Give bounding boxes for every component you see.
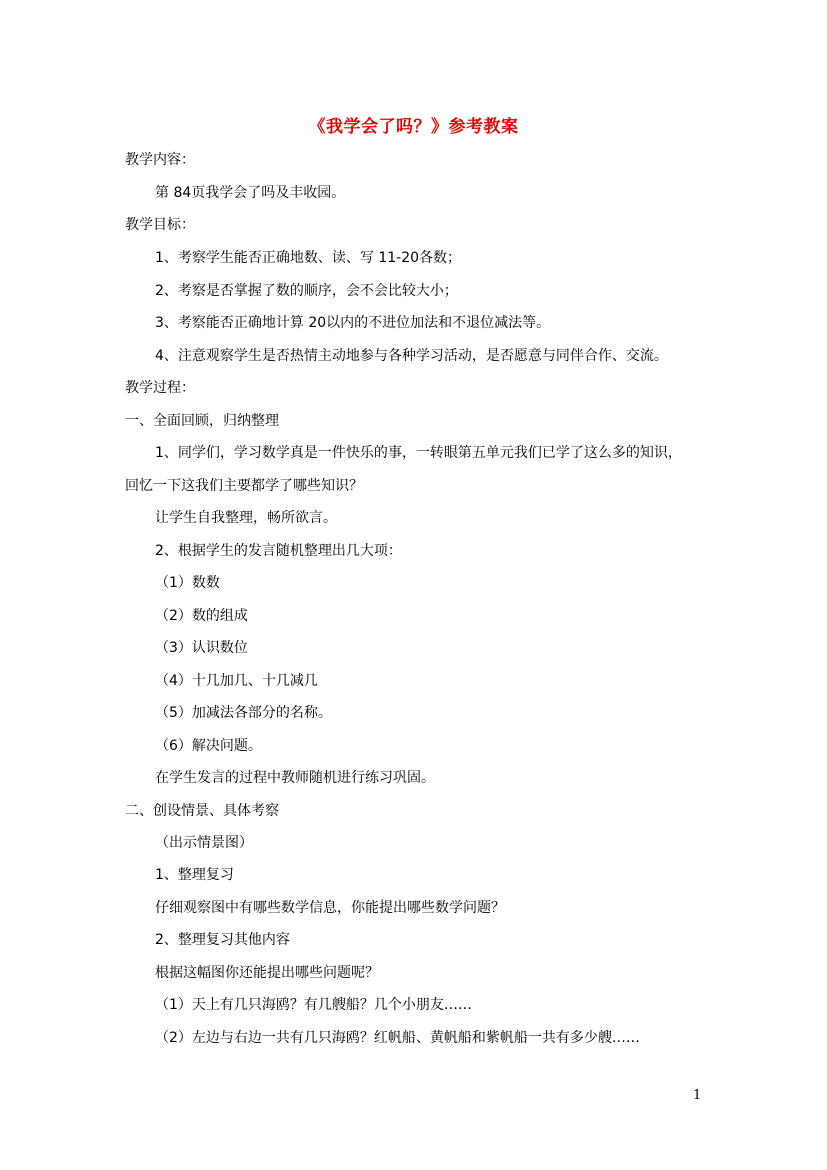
page-number: 1 xyxy=(693,1088,702,1103)
list-item: （6）解决问题。 xyxy=(155,738,262,754)
list-item: （1）数数 xyxy=(155,575,220,591)
goal-item: 2、考察是否掌握了数的顺序，会不会比较大小； xyxy=(155,283,458,299)
paragraph-line: 根据这幅图你还能提出哪些问题呢？ xyxy=(155,965,379,981)
goal-item: 3、考察能否正确地计算 20以内的不进位加法和不退位减法等。 xyxy=(155,315,551,331)
list-item: （1）天上有几只海鸥？有几艘船？几个小朋友…… xyxy=(155,997,472,1013)
paragraph-line: 第 84页我学会了吗及丰收园。 xyxy=(155,185,346,201)
document-title: 《我学会了吗？》参考教案 xyxy=(308,117,519,137)
section-heading-goals: 教学目标： xyxy=(125,217,195,233)
paragraph-line: 1、同学们，学习数学真是一件快乐的事，一转眼第五单元我们已学了这么多的知识， xyxy=(155,445,682,461)
paragraph-line: 在学生发言的过程中教师随机进行练习巩固。 xyxy=(155,770,435,786)
paragraph-line: （出示情景图） xyxy=(155,835,253,851)
section-heading-content: 教学内容： xyxy=(125,152,195,168)
list-item: （3）认识数位 xyxy=(155,640,248,656)
paragraph-line: 仔细观察图中有哪些数学信息，你能提出哪些数学问题？ xyxy=(155,900,505,916)
section-heading-process: 教学过程： xyxy=(125,380,195,396)
list-item: （2）左边与右边一共有几只海鸥？红帆船、黄帆船和紫帆船一共有多少艘…… xyxy=(155,1030,640,1046)
paragraph-line: 回忆一下这我们主要都学了哪些知识？ xyxy=(125,478,363,494)
goal-item: 4、注意观察学生是否热情主动地参与各种学习活动，是否愿意与同伴合作、交流。 xyxy=(155,348,668,364)
paragraph-line: 2、根据学生的发言随机整理出几大项： xyxy=(155,543,402,559)
list-item: （4）十几加几、十几减几 xyxy=(155,673,318,689)
paragraph-line: 让学生自我整理，畅所欲言。 xyxy=(155,510,337,526)
paragraph-line: 2、整理复习其他内容 xyxy=(155,932,290,948)
list-item: （2）数的组成 xyxy=(155,608,248,624)
subsection-heading: 二、创设情景、具体考察 xyxy=(125,803,279,819)
subsection-heading: 一、全面回顾，归纳整理 xyxy=(125,413,279,429)
paragraph-line: 1、整理复习 xyxy=(155,867,234,883)
list-item: （5）加减法各部分的名称。 xyxy=(155,705,332,721)
goal-item: 1、考察学生能否正确地数、读、写 11-20各数； xyxy=(155,250,462,266)
